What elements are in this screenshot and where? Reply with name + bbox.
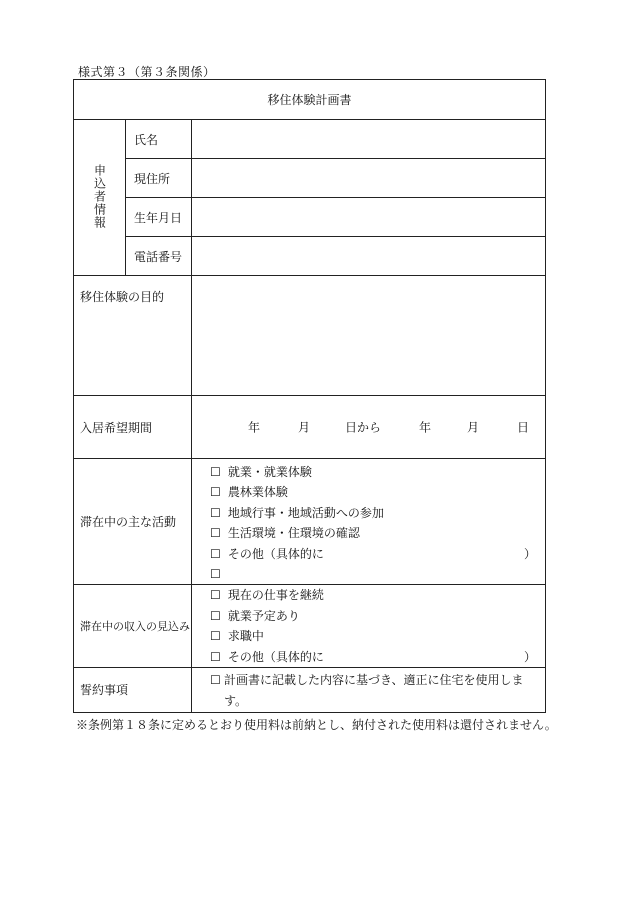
period-day-end: 日	[517, 420, 530, 435]
footnote: ※条例第１８条に定めるとおり使用料は前納とし、納付された使用料は還付されません。	[76, 718, 557, 732]
activity-option-agriculture[interactable]	[210, 482, 545, 502]
pledge-option[interactable]	[192, 667, 546, 712]
checkbox-icon[interactable]: ☐	[210, 566, 221, 581]
activity-option-label: 地域行事・地域活動への参加	[227, 505, 384, 520]
checkbox-icon[interactable]: ☐	[210, 465, 221, 479]
address-field[interactable]	[192, 159, 546, 198]
activity-option-label: 農林業体験	[227, 485, 288, 500]
activity-option-work[interactable]	[210, 462, 545, 482]
income-option-label: 求職中	[227, 629, 264, 644]
income-option-label: 現在の仕事を継続	[227, 588, 324, 603]
income-option-planned[interactable]	[210, 606, 545, 626]
applicant-section-label: 申込者情報	[92, 163, 107, 229]
period-field[interactable]	[192, 396, 546, 459]
activity-option-label: その他（具体的に	[227, 546, 324, 561]
name-field[interactable]	[192, 120, 546, 159]
purpose-label: 移住体験の目的	[74, 276, 192, 396]
period-label: 入居希望期間	[74, 396, 192, 459]
checkbox-icon[interactable]: ☐	[210, 629, 221, 644]
activity-option-label: 就業・就業体験	[227, 465, 312, 479]
income-options	[192, 585, 546, 668]
period-year-start: 年	[248, 420, 261, 435]
period-day-from: 日から	[345, 420, 382, 435]
checkbox-icon[interactable]: ☐	[210, 546, 221, 561]
name-label: 氏名	[126, 120, 192, 159]
phone-label: 電話番号	[126, 237, 192, 276]
checkbox-icon[interactable]: ☐	[210, 588, 221, 603]
address-label: 現住所	[126, 159, 192, 198]
income-label: 滞在中の収入の見込み	[74, 585, 192, 668]
income-option-jobseeking[interactable]	[210, 626, 545, 646]
form-title: 移住体験計画書	[74, 80, 546, 120]
activities-label: 滞在中の主な活動	[74, 459, 192, 585]
checkbox-icon[interactable]: ☐	[210, 672, 221, 687]
closing-parenthesis: ）	[524, 649, 537, 664]
period-month-start: 月	[298, 420, 311, 435]
purpose-field[interactable]	[192, 276, 546, 396]
activity-option-label: 生活環境・住環境の確認	[227, 526, 360, 541]
applicant-section	[74, 120, 126, 276]
pledge-text: 計画書に記載した内容に基づき、適正に住宅を使用します。	[224, 672, 524, 708]
closing-parenthesis: ）	[524, 546, 537, 561]
income-option-other[interactable]	[210, 647, 545, 667]
income-option-label: 就業予定あり	[227, 608, 300, 623]
birthdate-field[interactable]	[192, 198, 546, 237]
form-number-label: 様式第３（第３条関係）	[78, 65, 216, 79]
checkbox-icon[interactable]: ☐	[210, 485, 221, 500]
plan-form-table	[73, 79, 546, 713]
phone-field[interactable]	[192, 237, 546, 276]
activities-options	[192, 459, 546, 585]
activity-option-other[interactable]	[210, 544, 545, 564]
checkbox-icon[interactable]: ☐	[210, 505, 221, 520]
activity-option-community[interactable]	[210, 503, 545, 523]
income-option-label: その他（具体的に	[227, 649, 324, 664]
income-option-continue[interactable]	[210, 585, 545, 605]
period-month-end: 月	[467, 420, 480, 435]
checkbox-icon[interactable]: ☐	[210, 608, 221, 623]
activity-option-blank[interactable]	[210, 564, 545, 584]
pledge-label: 誓約事項	[74, 667, 192, 712]
checkbox-icon[interactable]: ☐	[210, 526, 221, 541]
period-year-end: 年	[419, 420, 432, 435]
birthdate-label: 生年月日	[126, 198, 192, 237]
activity-option-environment[interactable]	[210, 523, 545, 543]
checkbox-icon[interactable]: ☐	[210, 649, 221, 664]
